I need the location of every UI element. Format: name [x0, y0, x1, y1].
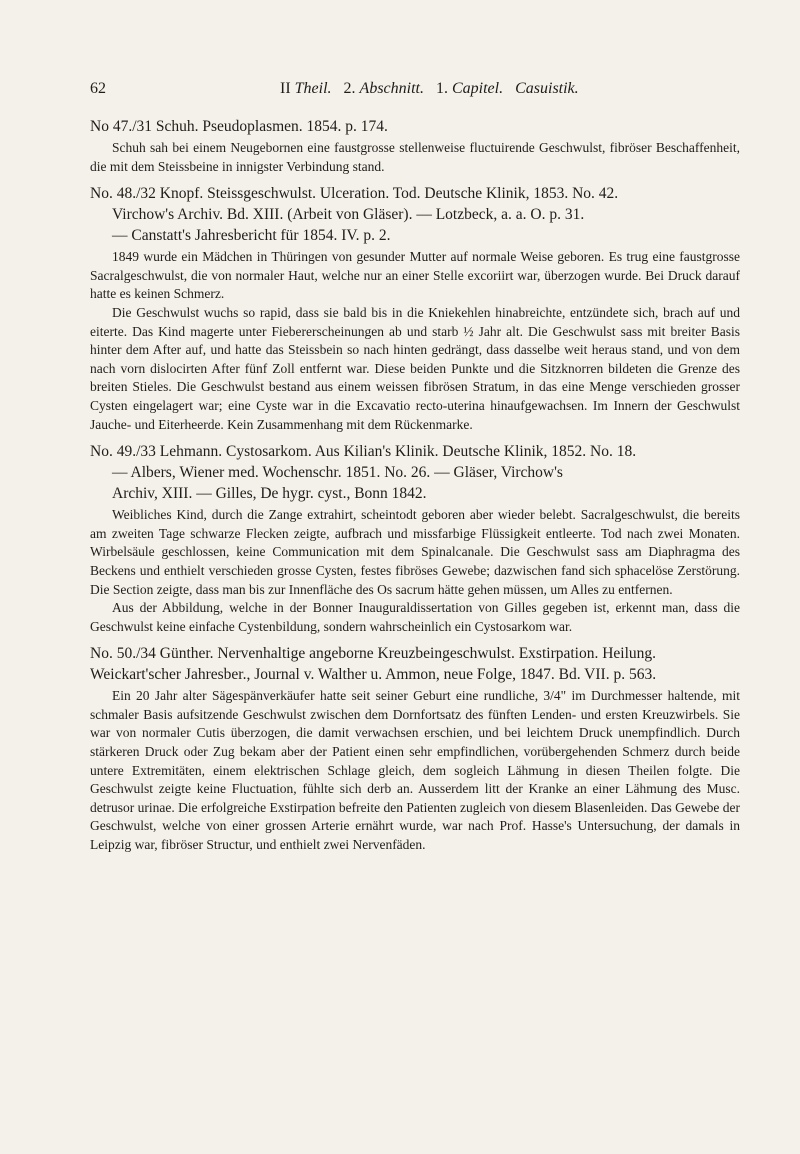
part-word: Theil.	[294, 80, 332, 97]
entry-paragraph: Ein 20 Jahr alter Sägespänverkäufer hatte seit seiner Geburt eine rundliche, 3/4" im Durchmesser haltende, mit schmaler Basis aufsitzende Geschwulst zwischen dem Dornfortsatz des fünften Lenden- und ersten Kreuzwirbels. Sie war von normaler Cutis überzogen, die damit verwachsen erschien, und bei leichtem Druck unempfindlich. Durch stärkeren Druck oder Zug bekam aber der Patient einen sehr empfindlichen, vorübergehenden Schmerz durch beide untere Extremitäten, einem elektrischen Schlage gleich, dem sogleich Lähmung in diesen Theilen folgte. Die Geschwulst zeigte keine Fluctuation, fühlte sich derb an. Ausserdem litt der Kranke an einer Lähmung des Musc. detrusor urinae. Die erfolgreiche Exstirpation befreite den Patienten zugleich von diesem Blasenleiden. Das Gewebe der Geschwulst, welche von einer grossen Arterie ernährt wurde, war nach Prof. Hasse's Untersuchung, der damals in Leipzig war, fibröser Structur, und enthielt zwei Nervenfäden.	[90, 688, 741, 853]
chapter-num: 1.	[435, 80, 448, 97]
entry-paragraph: Die Geschwulst wuchs so rapid, dass sie bald bis in die Kniekehlen hinabreichte, entzündete sich, brach auf und eiterte. Das Kind magerte unter Fiebererscheinungen ab und starb ½ Jahr alt. Die Geschwulst sass mit breiter Basis hinter dem After auf, und hatte das Steissbein so nach hinten gedrängt, dass dasselbe weit heraus stand, und von dem nach vorn dislocirten After fünf Zoll entfernt war. Diese beiden Punkte und die Sitzknorren bildeten die Grenze des breiten Stieles. Die Geschwulst bestand aus einem weissen fibrösen Stratum, in das eine Menge verschieden grosser Cysten eingelagert war; eine Cyste war in die Excavatio recto-uterina hinaufgewachsen. Im Innern der Geschwulst Jauche- und Eiterheerde. Kein Zusammenhang mit dem Rückenmarke.	[90, 304, 740, 432]
part-numeral: II	[280, 80, 291, 97]
entry-heading: No. 49./33 Lehmann. Cystosarkom. Aus Kilian's Klinik. Deutsche Klinik, 1852. No. 18.	[90, 443, 637, 461]
entry-paragraph: Schuh sah bei einem Neugebornen eine faustgrosse stellenweise fluctuirende Geschwulst, fibröser Beschaffenheit, die mit dem Steissbeine in innigster Verbindung stand.	[90, 140, 740, 174]
page-number: 62	[90, 80, 106, 97]
section-num: 2.	[343, 80, 356, 97]
running-title	[280, 80, 579, 98]
case-entry-49	[90, 441, 740, 636]
running-head	[90, 80, 740, 102]
entry-heading: No. 48./32 Knopf. Steissgeschwulst. Ulceration. Tod. Deutsche Klinik, 1853. No. 42.	[90, 185, 619, 203]
case-entry-47	[90, 116, 740, 176]
entry-paragraph: Aus der Abbildung, welche in der Bonner Inauguraldissertation von Gilles gegeben ist, erkennt man, dass die Geschwulst keine einfache Cystenbildung, sondern wahrscheinlich ein Cystosarkom war.	[90, 600, 740, 634]
entry-heading-cont: Archiv, XIII. — Gilles, De hygr. cyst., Bonn 1842.	[112, 485, 427, 503]
entry-heading-cont: Virchow's Archiv. Bd. XIII. (Arbeit von Gläser). — Lotzbeck, a. a. O. p. 31.	[112, 206, 585, 224]
chapter-word: Capitel.	[451, 80, 504, 97]
entry-paragraph: Weibliches Kind, durch die Zange extrahirt, scheintodt geboren aber wieder belebt. Sacralgeschwulst, die bereits am zweiten Tage schwarze Flecken zeigte, aufbrach und missfarbige Flüssigkeit entleerte. Tod nach zwei Monaten. Wirbelsäule geschlossen, keine Communication mit dem Spinalcanale. Die Geschwulst sass am Diaphragma des Beckens und enthielt verschieden grosse Cysten, festes fibröses Gewebe; dazwischen fand sich sphacelöse Zerstörung. Die Section zeigte, dass man bis zur Innenfläche des Os sacrum hätte gehen müssen, um Alles zu entfernen.	[90, 507, 740, 597]
entry-heading: No. 50./34 Günther. Nervenhaltige angeborne Kreuzbeingeschwulst. Exstirpation. Heilung. Weickart'scher Jahresber., Journal v. Walther u. Ammon, neue Folge, 1847. Bd. VII. p. 563.	[90, 645, 657, 684]
entry-heading: No 47./31 Schuh. Pseudoplasmen. 1854. p. 174.	[90, 118, 388, 135]
case-entry-48	[90, 183, 740, 434]
case-entry-50	[90, 643, 740, 854]
chapter-title: Casuistik.	[515, 80, 579, 97]
entry-heading-cont: — Albers, Wiener med. Wochenschr. 1851. No. 26. — Gläser, Virchow's	[112, 464, 563, 482]
page-body	[90, 116, 740, 862]
entry-paragraph: 1849 wurde ein Mädchen in Thüringen von gesunder Mutter auf normale Weise geboren. Es trug eine faustgrosse Sacralgeschwulst, die von normaler Haut, welche nur an einer Stelle excoriirt war, überzogen wurde. Bei Druck darauf hatte es keinen Schmerz.	[90, 249, 740, 302]
section-word: Abschnitt.	[359, 80, 424, 97]
entry-heading-cont: — Canstatt's Jahresbericht für 1854. IV. p. 2.	[112, 227, 391, 245]
